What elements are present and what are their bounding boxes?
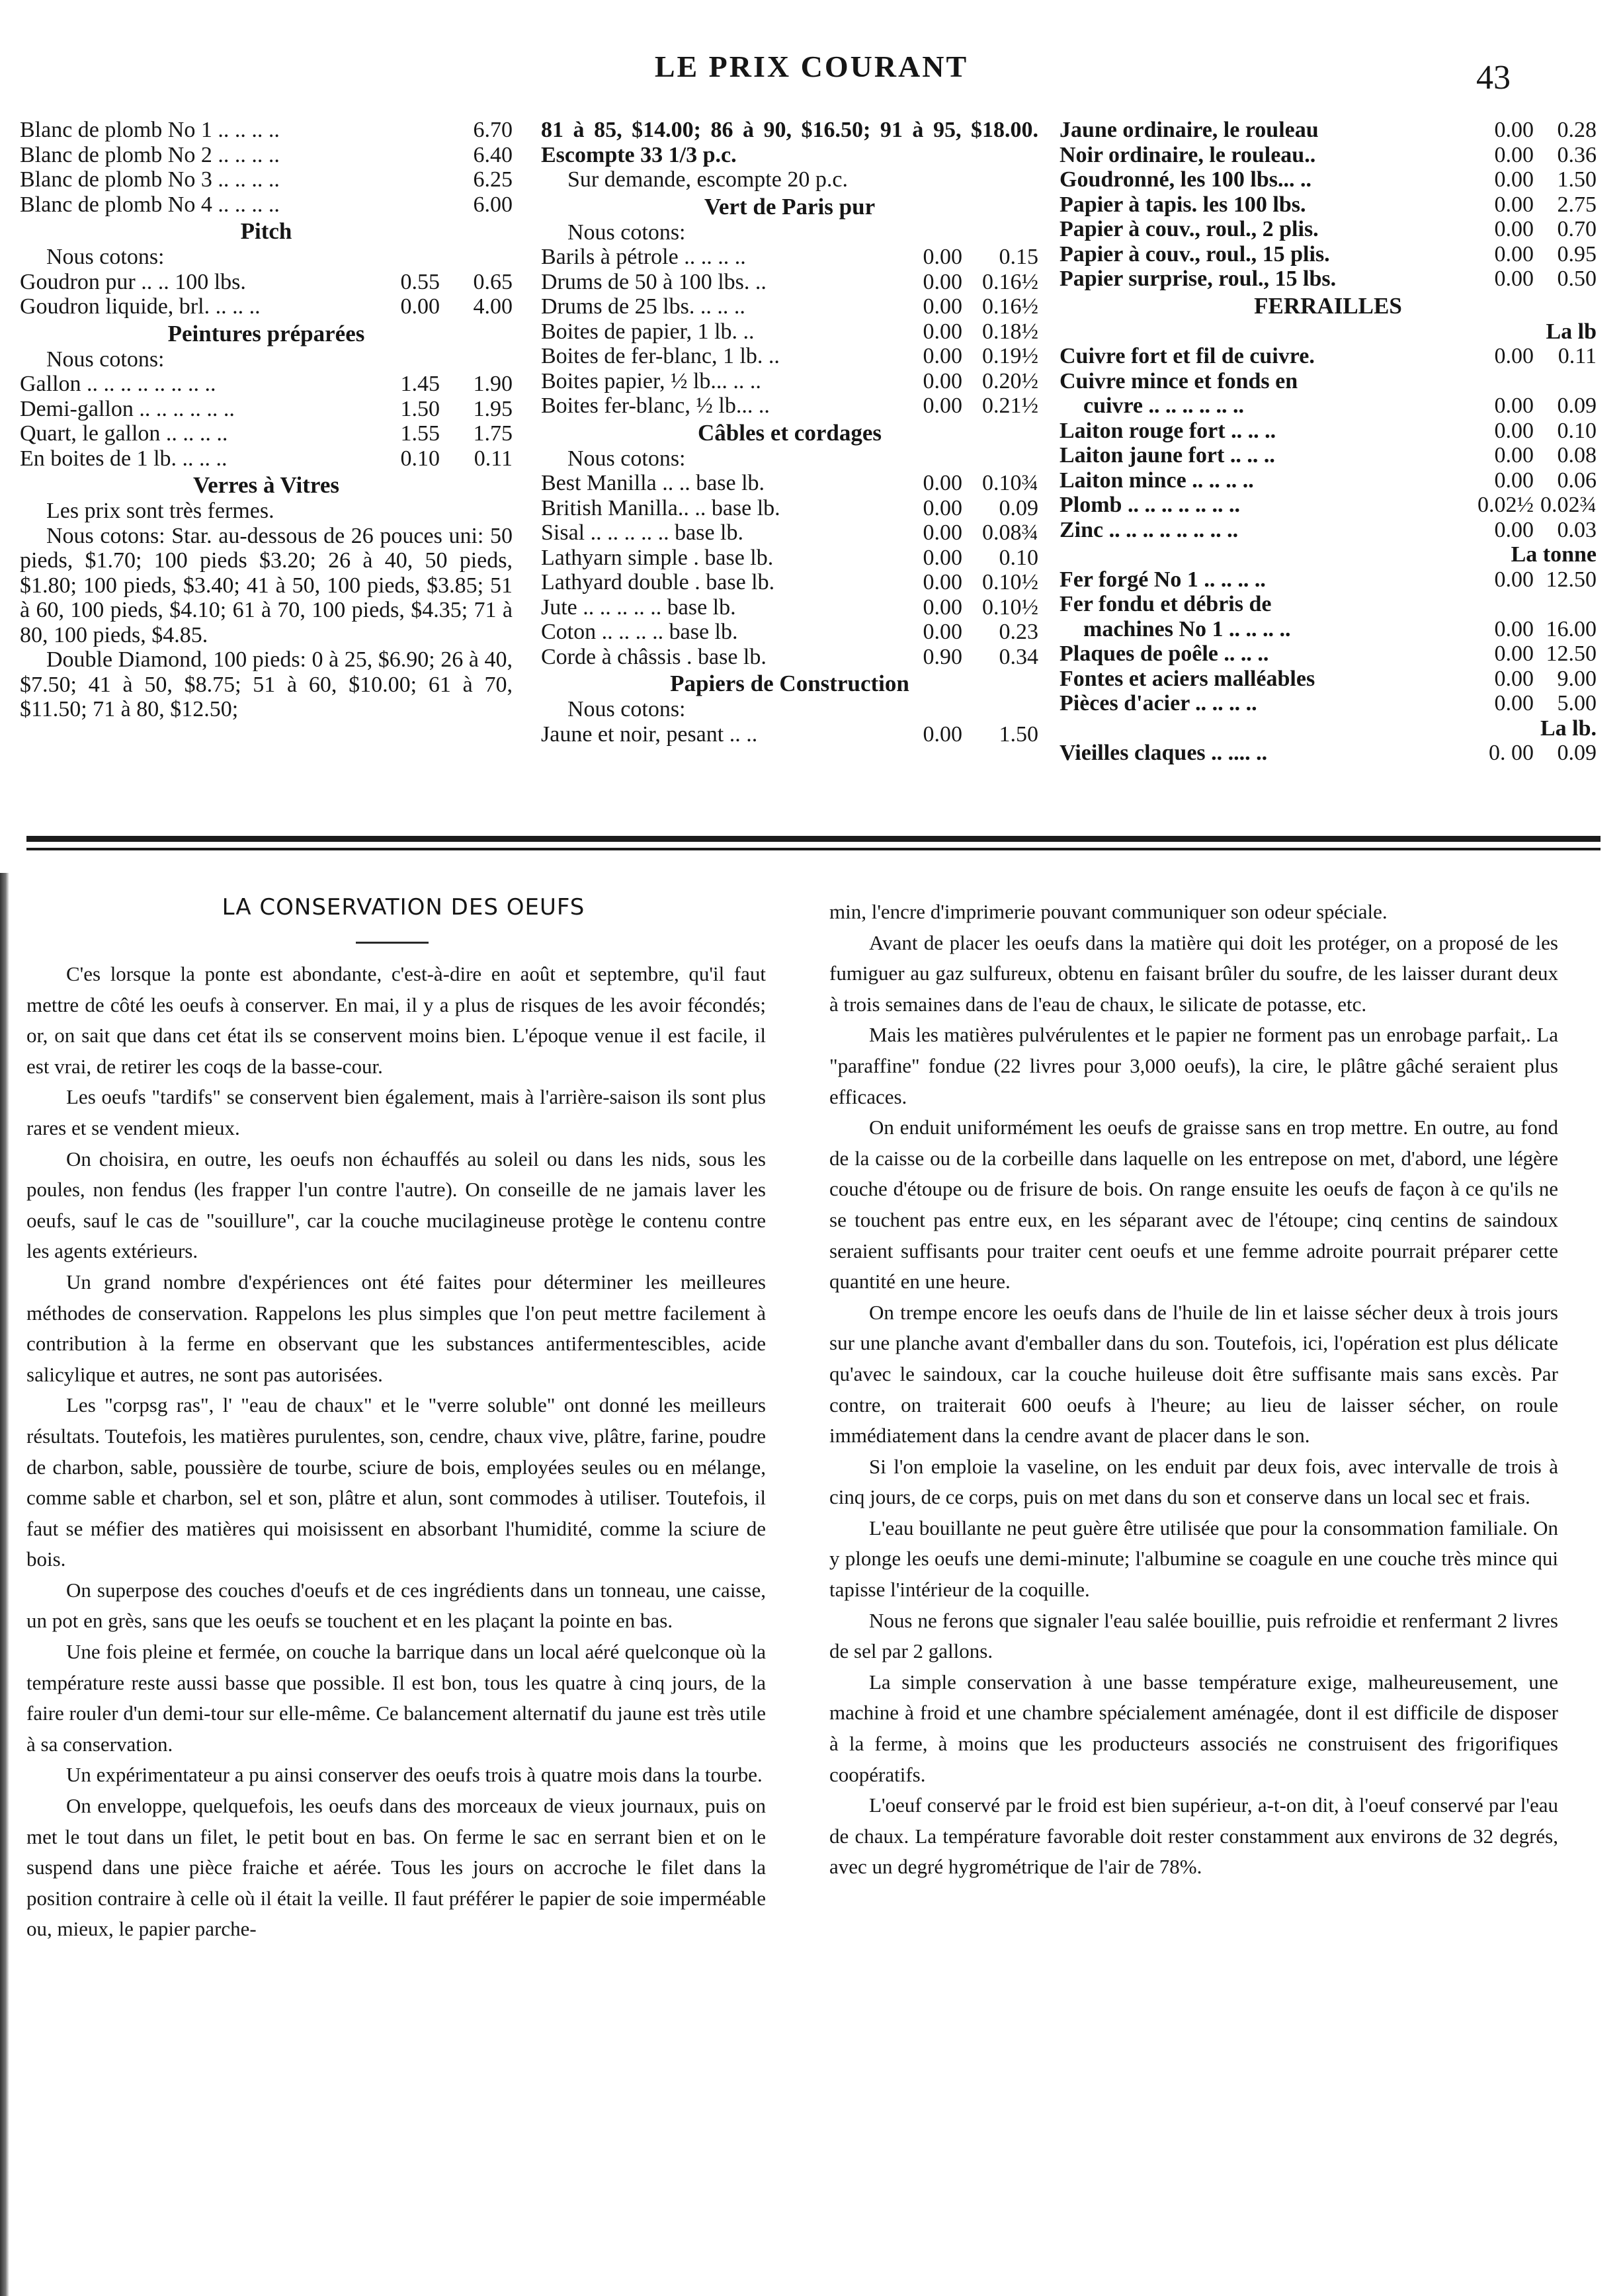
price-row-label: Blanc de plomb No 3 .. .. .. .. bbox=[20, 167, 280, 192]
price-row bbox=[541, 496, 1038, 521]
article-paragraph: Avant de placer les oeufs dans la matière qui doit les protéger, on a proposé de les fumiguer au gaz sulfureux, obtenu en faisant brûler du soufre, de les laisser durant deux à trois semaines dans de l'eau de chaux, le silicate de potasse, etc. bbox=[829, 930, 1558, 1016]
section-divider-thin bbox=[26, 848, 1601, 850]
price-row bbox=[1060, 468, 1597, 493]
unit-label-la-lb-2: La lb. bbox=[1540, 716, 1597, 741]
price-row-label: Quart, le gallon .. .. .. .. bbox=[20, 421, 228, 446]
price-high: 0.03 bbox=[1557, 517, 1597, 542]
price-row bbox=[1060, 443, 1597, 468]
price-row-label: Corde à châssis . base lb. bbox=[541, 644, 767, 669]
price-row bbox=[1060, 592, 1597, 617]
price-row bbox=[1060, 344, 1597, 369]
vert-subheading: Nous cotons: bbox=[567, 220, 686, 245]
section-heading-vert-de-paris: Vert de Paris pur bbox=[704, 193, 876, 220]
peintures-subheading: Nous cotons: bbox=[46, 347, 165, 372]
article-paragraph: On trempe encore les oeufs dans de l'huile de lin et laisse sécher deux à trois jours sur une planche avant d'emballer dans du son. Toutefois, ici, l'opération est plus délicate qu'avec le saindoux, car la couche huileuse doit être suffisante mais sans excès. Par contre, on traiterait 600 oeufs à l'heure; au lieu de laisser sécher, on roule immédiatement dans la cendre avant de placer dans le son. bbox=[829, 1300, 1558, 1448]
price-high: 0.16½ bbox=[982, 269, 1038, 294]
price-row-label: Papier à tapis. les 100 lbs. bbox=[1060, 192, 1306, 217]
price-low: 0.00 bbox=[923, 294, 962, 319]
price-low: 0.00 bbox=[1494, 443, 1534, 468]
price-row bbox=[1060, 393, 1597, 419]
price-row-label: Cuivre fort et fil de cuivre. bbox=[1060, 344, 1315, 368]
price-row-label: Drums de 50 à 100 lbs. .. bbox=[541, 269, 767, 294]
price-high: 12.50 bbox=[1546, 567, 1597, 592]
price-row-label: Plaques de poêle .. .. .. bbox=[1060, 641, 1269, 666]
price-low: 0.00 bbox=[923, 594, 962, 620]
price-low: 0.00 bbox=[1494, 118, 1534, 142]
price-low: 0.10 bbox=[400, 446, 440, 471]
price-row bbox=[541, 270, 1038, 295]
price-row-label: Plomb .. .. .. .. .. .. .. bbox=[1060, 493, 1240, 517]
ferrailles-per-lb-list bbox=[1060, 344, 1597, 542]
price-low: 0.90 bbox=[923, 644, 962, 669]
price-row-label: Papier à couv., roul., 2 plis. bbox=[1060, 217, 1319, 241]
price-low: 0.00 bbox=[1494, 567, 1534, 592]
price-high: 5.00 bbox=[1557, 691, 1597, 716]
price-row bbox=[20, 421, 513, 446]
unit-label-la-tonne: La tonne bbox=[1511, 542, 1597, 567]
price-low: 1.50 bbox=[400, 396, 440, 421]
article-paragraph: Un expérimentateur a pu ainsi conserver des oeufs trois à quatre mois dans la tourbe. bbox=[66, 1763, 763, 1787]
price-row-label: Laiton jaune fort .. .. .. bbox=[1060, 443, 1275, 468]
price-high: 1.50 bbox=[1557, 167, 1597, 192]
price-low: 0.00 bbox=[923, 520, 962, 545]
price-low: 0.00 bbox=[1494, 666, 1534, 691]
price-row bbox=[541, 546, 1038, 571]
price-row-label: Fontes et aciers malléables bbox=[1060, 666, 1315, 691]
price-value: 6.25 bbox=[473, 167, 513, 192]
price-row-label: machines No 1 .. .. .. .. bbox=[1083, 616, 1291, 641]
price-low: 0.55 bbox=[400, 269, 440, 294]
price-high: 1.75 bbox=[473, 421, 513, 446]
price-high: 0.21½ bbox=[982, 393, 1038, 418]
price-row-label: Fer forgé No 1 .. .. .. .. bbox=[1060, 567, 1266, 592]
price-low: 0.00 bbox=[923, 368, 962, 393]
price-row-label: Boites de papier, 1 lb. .. bbox=[541, 319, 755, 344]
price-row bbox=[541, 645, 1038, 670]
price-high: 0.20½ bbox=[982, 368, 1038, 393]
price-row bbox=[1060, 242, 1597, 267]
price-row-label: En boites de 1 lb. .. .. .. bbox=[20, 446, 228, 471]
price-high: 0.23 bbox=[999, 620, 1038, 644]
page-header-title: LE PRIX COURANT bbox=[654, 50, 969, 83]
price-high: 0.11 bbox=[1558, 344, 1597, 368]
price-low: 0.00 bbox=[1494, 142, 1534, 167]
price-row-label: Best Manilla .. .. base lb. bbox=[541, 471, 765, 495]
price-row-label: Goudronné, les 100 lbs... .. bbox=[1060, 167, 1312, 192]
price-row-label: Blanc de plomb No 4 .. .. .. .. bbox=[20, 192, 280, 217]
price-low: 1.55 bbox=[400, 421, 440, 446]
price-row bbox=[541, 245, 1038, 270]
price-high: 0.95 bbox=[1557, 241, 1597, 266]
price-row bbox=[1060, 217, 1597, 242]
article-paragraph: Un grand nombre d'expériences ont été faites pour déterminer les meilleures méthodes de conservation. Rappelons les plus simples que l'on peut mettre facilement à contribution à la ferme en observant que les substances antifermentescibles, acide salicylique et autres, ne sont pas autorisées. bbox=[26, 1270, 766, 1386]
price-row-label: Cuivre mince et fonds en bbox=[1060, 368, 1298, 393]
price-row bbox=[20, 270, 513, 295]
page-number: 43 bbox=[1476, 59, 1511, 97]
section-heading-pitch: Pitch bbox=[240, 218, 292, 244]
price-row-label: Blanc de plomb No 1 .. .. .. .. bbox=[20, 118, 280, 142]
price-high: 0.65 bbox=[473, 269, 513, 294]
price-low: 0.00 bbox=[923, 344, 962, 368]
article-paragraph: C'es lorsque la ponte est abondante, c'est-à-dire en août et septembre, qu'il faut mettre de côté les oeufs à conserver. En mai, il y a plus de risques de les avoir fécondés; or, on sait que dans cet état ils se conservent moins bien. L'époque venue il est facile, il est vrai, de retirer les coqs de la basse-cour. bbox=[26, 962, 766, 1078]
price-row bbox=[1060, 167, 1597, 192]
price-low: 0.00 bbox=[923, 393, 962, 418]
price-row bbox=[1060, 641, 1597, 667]
article-paragraph: Nous ne ferons que signaler l'eau salée bouillie, puis refroidie et renfermant 2 livres de sel par 2 gallons. bbox=[829, 1608, 1558, 1663]
price-high: 0.09 bbox=[999, 495, 1038, 520]
price-low: 0.00 bbox=[1494, 192, 1534, 217]
price-row bbox=[541, 570, 1038, 595]
price-row-label: Jaune ordinaire, le rouleau bbox=[1060, 118, 1319, 142]
price-low: 0.00 bbox=[923, 245, 962, 269]
price-row bbox=[1060, 118, 1597, 143]
price-low: 0.00 bbox=[1494, 241, 1534, 266]
price-row bbox=[1060, 667, 1597, 692]
price-column-left bbox=[20, 118, 513, 722]
price-high: 0.34 bbox=[999, 644, 1038, 669]
price-row-label: Goudron pur .. .. 100 lbs. bbox=[20, 269, 246, 294]
price-high: 0.06 bbox=[1557, 468, 1597, 493]
price-row bbox=[1060, 419, 1597, 444]
article-paragraph: Mais les matières pulvérulentes et le papier ne forment pas un enrobage parfait,. La "paraffine" fondue (22 livres pour 3,000 oeufs), la cire, le plâtre gâché seraient plus efficaces. bbox=[829, 1023, 1558, 1108]
article-paragraph: Si l'on emploie la vaseline, on les enduit par deux fois, avec intervalle de trois à cinq jours, de ce corps, puis on met dans du son et conserve dans un local sec et frais. bbox=[829, 1454, 1558, 1509]
ferrailles-vieilles-claques-list bbox=[1060, 741, 1597, 766]
price-low: 0.00 bbox=[1494, 418, 1534, 443]
price-high: 1.90 bbox=[473, 372, 513, 396]
price-column-right bbox=[1060, 118, 1597, 766]
papiers-toiture-price-list bbox=[1060, 118, 1597, 292]
price-row-label: British Manilla.. .. base lb. bbox=[541, 495, 780, 520]
price-row-label: Pièces d'acier .. .. .. .. bbox=[1060, 691, 1257, 716]
price-value: 6.40 bbox=[473, 142, 513, 167]
price-low: 0.00 bbox=[1494, 468, 1534, 493]
section-heading-cables: Câbles et cordages bbox=[697, 419, 882, 446]
price-high: 1.95 bbox=[473, 396, 513, 421]
price-low: 0.00 bbox=[923, 570, 962, 594]
price-row bbox=[1060, 143, 1597, 168]
price-row bbox=[20, 294, 513, 319]
price-low: 0.02½ bbox=[1477, 493, 1534, 517]
price-low: 0.00 bbox=[923, 495, 962, 520]
price-high: 0.10¾ bbox=[982, 471, 1038, 495]
price-low: 0.00 bbox=[400, 294, 440, 319]
price-row bbox=[20, 118, 513, 143]
price-row-label: Lathyarn simple . base lb. bbox=[541, 545, 774, 570]
peintures-price-list bbox=[20, 372, 513, 471]
price-low: 0.00 bbox=[1494, 517, 1534, 542]
price-high: 0.18½ bbox=[982, 319, 1038, 344]
price-value: 6.70 bbox=[473, 118, 513, 142]
article-title-rule bbox=[356, 942, 429, 944]
price-row-label: Noir ordinaire, le rouleau.. bbox=[1060, 142, 1316, 167]
price-high: 0.09 bbox=[1557, 741, 1597, 765]
price-value: 6.00 bbox=[473, 192, 513, 217]
price-row bbox=[1060, 369, 1597, 394]
price-row-label: Fer fondu et débris de bbox=[1060, 592, 1272, 616]
price-row-label: Drums de 25 lbs. .. .. .. bbox=[541, 294, 745, 319]
article-paragraph-continuation: min, l'encre d'imprimerie pouvant communiquer son odeur spéciale. bbox=[829, 900, 1388, 923]
article-paragraph: La simple conservation à une basse température exige, malheureusement, une machine à froid et une chambre spécialement aménagée, dont il est difficile de disposer à la ferme, à moins que les producteurs associés ne construisent des frigorifiques coopératifs. bbox=[829, 1670, 1558, 1786]
verres-double-diamond-paragraph: Double Diamond, 100 pieds: 0 à 25, $6.90; 26 à 40, $7.50; 41 à 50, $8.75; 51 à 60, $10.00; 61 à 70, $11.50; 71 à 80, $12.50; bbox=[20, 647, 513, 721]
price-high: 0.10 bbox=[999, 545, 1038, 570]
price-row-label: Jute .. .. .. .. .. base lb. bbox=[541, 594, 736, 620]
escompte-line: Sur demande, escompte 20 p.c. bbox=[567, 167, 848, 192]
article-paragraph: L'eau bouillante ne peut guère être utilisée que pour la consommation familiale. On y plonge les oeufs une demi-minute; l'albumine se coagule en une couche très mince qui tapisse l'intérieur de la coquille. bbox=[829, 1516, 1558, 1602]
cables-price-list bbox=[541, 471, 1038, 669]
price-row-label: cuivre .. .. .. .. .. .. bbox=[1083, 393, 1245, 418]
price-high: 0.08 bbox=[1557, 443, 1597, 468]
binding-shadow bbox=[0, 873, 9, 2296]
price-low: 0.00 bbox=[1494, 167, 1534, 192]
section-heading-peintures: Peintures préparées bbox=[167, 320, 365, 347]
price-row-label: Barils à pétrole .. .. .. .. bbox=[541, 245, 746, 269]
price-high: 1.50 bbox=[999, 721, 1038, 747]
price-high: 0.36 bbox=[1557, 142, 1597, 167]
vert-de-paris-price-list bbox=[541, 245, 1038, 419]
price-row-label: Jaune et noir, pesant .. .. bbox=[541, 721, 758, 747]
article-paragraph: On enveloppe, quelquefois, les oeufs dans des morceaux de vieux journaux, puis on met le tout dans un filet, le petit bout en bas. On ferme le sac en serrant bien et on le suspend dans une pièce fraiche et aérée. Tous les jours on accroche le filet dans la position contraire à celle où il était la veille. Il faut préférer le papier de soie imperméable ou, mieux, le papier parche- bbox=[26, 1794, 766, 1941]
price-row-label: Laiton mince .. .. .. .. bbox=[1060, 468, 1254, 493]
article-paragraph: On choisira, en outre, les oeufs non échauffés au soleil ou dans les nids, sous les poules, non fendus (les frapper l'un contre l'autre). On conseille de ne jamais laver les oeufs, sauf le cas de "souillure", car la couche mucilagineuse protège le contenu contre les agents extérieurs. bbox=[26, 1147, 766, 1263]
price-high: 0.19½ bbox=[982, 344, 1038, 368]
price-low: 0.00 bbox=[923, 269, 962, 294]
price-low: 0.00 bbox=[1494, 393, 1534, 418]
price-row bbox=[20, 446, 513, 472]
price-row-label: Gallon .. .. .. .. .. .. .. .. bbox=[20, 372, 216, 396]
papiers-price-list bbox=[541, 722, 1038, 747]
article-paragraph: Les oeufs "tardifs" se conservent bien également, mais à l'arrière-saison ils sont plus rares et se vendent mieux. bbox=[26, 1085, 766, 1139]
price-high: 0.10½ bbox=[982, 594, 1038, 620]
price-high: 0.08¾ bbox=[982, 520, 1038, 545]
price-row-label: Demi-gallon .. .. .. .. .. .. bbox=[20, 396, 235, 421]
article-column-right bbox=[829, 897, 1558, 1883]
ferrailles-per-ton-list bbox=[1060, 567, 1597, 716]
price-row bbox=[541, 319, 1038, 345]
blanc-de-plomb-list bbox=[20, 118, 513, 217]
price-high: 0.16½ bbox=[982, 294, 1038, 319]
price-low: 0.00 bbox=[1494, 641, 1534, 666]
price-row-label: Lathyard double . base lb. bbox=[541, 570, 775, 594]
cables-subheading: Nous cotons: bbox=[567, 446, 686, 471]
price-low: 0.00 bbox=[923, 721, 962, 747]
price-row bbox=[541, 369, 1038, 394]
price-row-label: Vieilles claques .. .... .. bbox=[1060, 741, 1268, 765]
price-row bbox=[20, 167, 513, 192]
price-low: 0.00 bbox=[1494, 266, 1534, 291]
unit-label-la-lb: La lb bbox=[1546, 319, 1597, 344]
price-row bbox=[541, 393, 1038, 419]
price-low: 0.00 bbox=[1494, 344, 1534, 368]
pitch-price-list bbox=[20, 270, 513, 319]
article-title: LA CONSERVATION DES OEUFS bbox=[222, 894, 585, 921]
price-high: 0.28 bbox=[1557, 118, 1597, 142]
section-heading-papiers: Papiers de Construction bbox=[670, 671, 909, 696]
price-row bbox=[1060, 741, 1597, 766]
verres-continuation-paragraph: 81 à 85, $14.00; 86 à 90, $16.50; 91 à 95, $18.00. Escompte 33 1/3 p.c. bbox=[541, 118, 1038, 167]
price-row bbox=[1060, 617, 1597, 642]
section-divider-thick bbox=[26, 836, 1601, 842]
papiers-subheading: Nous cotons: bbox=[567, 697, 686, 721]
price-high: 0.09 bbox=[1557, 393, 1597, 418]
price-low: 0.00 bbox=[923, 620, 962, 644]
price-row bbox=[541, 344, 1038, 369]
price-high: 0.02¾ bbox=[1540, 493, 1597, 517]
price-row bbox=[541, 620, 1038, 645]
price-row bbox=[541, 722, 1038, 747]
price-row bbox=[1060, 266, 1597, 292]
price-high: 0.10½ bbox=[982, 570, 1038, 594]
price-low: 0. 00 bbox=[1489, 741, 1534, 765]
price-row bbox=[20, 372, 513, 397]
price-high: 12.50 bbox=[1546, 641, 1597, 666]
article-paragraph: On enduit uniformément les oeufs de graisse sans en trop mettre. En outre, au fond de la caisse ou de la corbeille dans laquelle on les entrepose on met, d'abord, une légère couche d'étoupe ou de frisure de bois. On range ensuite les oeufs de façon à ce qu'ils ne se touchent pas entre eux, en les séparant avec de l'étoupe; cinq centins de saindoux seraient suffisants pour traiter cent oeufs et une femme adroite pourrait préparer cette quantité en une heure. bbox=[829, 1116, 1558, 1293]
price-row-label: Laiton rouge fort .. .. .. bbox=[1060, 418, 1276, 443]
price-high: 2.75 bbox=[1557, 192, 1597, 217]
price-high: 16.00 bbox=[1546, 616, 1597, 641]
price-low: 1.45 bbox=[400, 372, 440, 396]
price-row bbox=[1060, 691, 1597, 716]
article-paragraph: Une fois pleine et fermée, on couche la barrique dans un local aéré quelconque où la température reste aussi basse que possible. Il est bon, tous les quatre à cinq jours, de la faire rouler d'un demi-tour sur elle-même. Ce balancement alternatif du jaune est très utile à sa conservation. bbox=[26, 1640, 766, 1756]
price-row-label: Coton .. .. .. .. base lb. bbox=[541, 620, 738, 644]
price-row bbox=[1060, 567, 1597, 593]
price-high: 0.50 bbox=[1557, 266, 1597, 291]
price-row bbox=[20, 192, 513, 218]
price-row bbox=[541, 471, 1038, 496]
verres-intro-line: Les prix sont très fermes. bbox=[46, 499, 274, 523]
price-row-label: Papier surprise, roul., 15 lbs. bbox=[1060, 266, 1337, 291]
price-row-label: Papier à couv., roul., 15 plis. bbox=[1060, 241, 1330, 266]
price-high: 0.10 bbox=[1557, 418, 1597, 443]
price-high: 4.00 bbox=[473, 294, 513, 319]
price-row bbox=[1060, 518, 1597, 543]
verres-star-paragraph: Nous cotons: Star. au-dessous de 26 pouces uni: 50 pieds, $1.70; 100 pieds $3.20; 26 à 40, 50 pieds, $1.80; 100 pieds, $3.40; 41 à 50, 100 pieds, $3.85; 51 à 60, 100 pieds, $4.10; 61 à 70, 100 pieds, $4.35; 71 à 80, 100 pieds, $4.85. bbox=[20, 523, 513, 647]
article-column-left bbox=[26, 959, 766, 1945]
price-row bbox=[541, 520, 1038, 546]
price-high: 0.15 bbox=[999, 245, 1038, 269]
price-high: 9.00 bbox=[1557, 666, 1597, 691]
price-row-label: Zinc .. .. .. .. .. .. .. .. bbox=[1060, 517, 1239, 542]
price-row bbox=[20, 397, 513, 422]
article-paragraph: L'oeuf conservé par le froid est bien supérieur, a-t-on dit, à l'oeuf conservé par l'eau de chaux. La température favorable doit rester constamment aux environs de 32 degrés, avec un degré hygrométrique de l'air de 78%. bbox=[829, 1793, 1558, 1879]
price-row bbox=[541, 294, 1038, 319]
price-row bbox=[20, 143, 513, 168]
price-low: 0.00 bbox=[1494, 616, 1534, 641]
section-heading-verres: Verres à Vitres bbox=[193, 472, 339, 498]
article-paragraph: On superpose des couches d'oeufs et de ces ingrédients dans un tonneau, une caisse, un pot en grès, sans que les oeufs se touchent et en les plaçant la pointe en bas. bbox=[26, 1578, 766, 1633]
price-row-label: Boites papier, ½ lb... .. .. bbox=[541, 368, 761, 393]
price-low: 0.00 bbox=[923, 471, 962, 495]
price-row-label: Goudron liquide, brl. .. .. .. bbox=[20, 294, 261, 319]
pitch-subheading: Nous cotons: bbox=[46, 245, 165, 269]
price-low: 0.00 bbox=[923, 319, 962, 344]
price-high: 0.11 bbox=[474, 446, 513, 471]
price-low: 0.00 bbox=[923, 545, 962, 570]
price-high: 0.70 bbox=[1557, 217, 1597, 241]
price-row-label: Boites fer-blanc, ½ lb... .. bbox=[541, 393, 770, 418]
section-heading-ferrailles: FERRAILLES bbox=[1254, 292, 1402, 319]
article-paragraph: Les "corpsg ras", l' "eau de chaux" et le "verre soluble" ont donné les meilleurs résultats. Toutefois, les matières purulentes, son, cendre, chaux vive, plâtre, farine, poudre de charbon, sable, poussière de tourbe, sciure de bois, employées seules ou en mélange, comme sable et charbon, sel et son, plâtre et alun, sont commodes à utiliser. Toutefois, il faut se méfier des matières qui moisissent en absorbant l'humidité, comme la sciure de bois. bbox=[26, 1393, 766, 1571]
price-row bbox=[541, 595, 1038, 620]
price-row-label: Boites de fer-blanc, 1 lb. .. bbox=[541, 344, 780, 368]
price-row-label: Blanc de plomb No 2 .. .. .. .. bbox=[20, 142, 280, 167]
price-row bbox=[1060, 493, 1597, 518]
price-low: 0.00 bbox=[1494, 691, 1534, 716]
price-column-middle bbox=[541, 118, 1038, 747]
price-low: 0.00 bbox=[1494, 217, 1534, 241]
price-row-label: Sisal .. .. .. .. .. base lb. bbox=[541, 520, 743, 545]
price-row bbox=[1060, 192, 1597, 218]
